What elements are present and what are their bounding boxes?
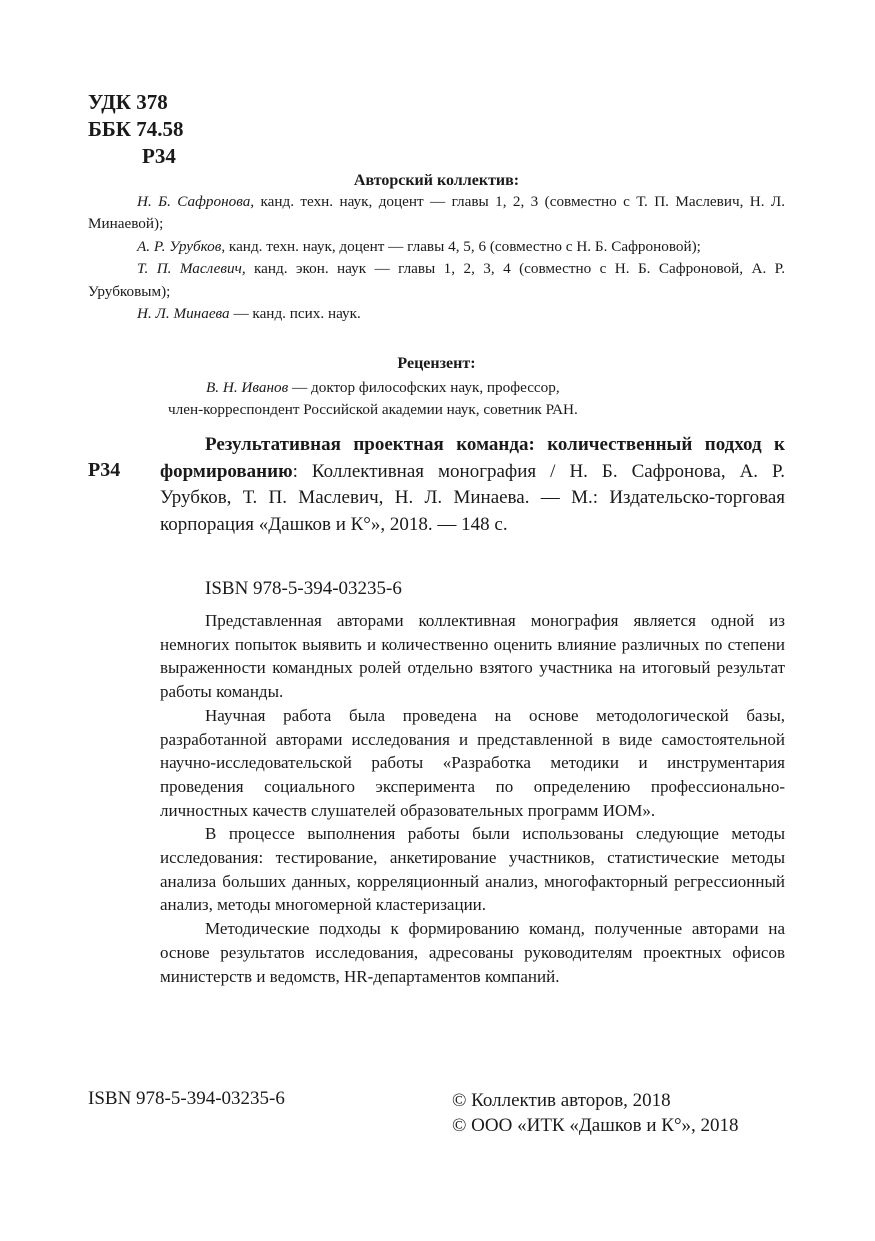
catalog-code: Р34	[88, 459, 121, 481]
author-sign: Р34	[142, 144, 176, 168]
reviewer-line	[88, 377, 785, 399]
abstract-paragraph: Представленная авторами коллективная монография является одной из немногих попыток выявить и количественно оценить влияние различных по степени выраженности командных ролей отдельно взятого участника на итоговый результат работы команды.	[160, 611, 785, 702]
author-name: А. Р. Урубков	[137, 237, 222, 255]
author-entry	[88, 303, 785, 325]
author-name: Н. Б. Сафронова,	[137, 193, 255, 210]
abstract-paragraph: Научная работа была проведена на основе методологической базы, разработанной авторами исследования и представленной в виде самостоятельной научно-исследовательской работы «Разработка методики и инструментария проведения социального эксперимента по определению профессионально-личностных качеств слушателей образовательных программ ИОМ».	[160, 705, 785, 820]
reviewer-block	[88, 377, 785, 422]
reviewer-title: — доктор философских наук, профессор,	[288, 379, 560, 396]
abstract-paragraph: Методические подходы к формированию команд, полученные авторами на основе результатов исследования, адресованы руководителям проектных офисов министерств и ведомств, HR-департаментов компаний.	[160, 919, 785, 986]
isbn-main: ISBN 978-5-394-03235-6	[205, 578, 402, 599]
author-role: , канд. техн. наук, доцент — главы 4, 5, 6 (совместно с Н. Б. Сафроновой);	[221, 237, 701, 255]
reviewer-affiliation: член-корреспондент Российской академии наук, советник РАН.	[168, 401, 578, 419]
copyright-authors: © Коллектив авторов, 2018	[452, 1090, 671, 1111]
reviewer-name: В. Н. Иванов	[206, 379, 289, 396]
footer-isbn: ISBN 978-5-394-03235-6	[88, 1088, 285, 1109]
reviewer-heading: Рецензент:	[397, 355, 476, 372]
bibliographic-description	[160, 432, 785, 538]
author-name: Н. Л. Минаева	[137, 305, 230, 323]
classification-codes	[88, 89, 184, 170]
book-details: : Коллективная монография / Н. Б. Сафронова, А. Р. Урубков, Т. П. Маслевич, Н. Л. Минаева. — М.: Издательско-торговая корпорация «Дашков и К°», 2018. — 148 с.	[160, 460, 785, 535]
author-entry	[88, 191, 785, 236]
bibliographic-record	[160, 432, 785, 538]
abstract-paragraph: В процессе выполнения работы были использованы следующие методы исследования: тестирование, анкетирование участников, статистические методы анализа больших данных, корреляционный анализ, многофакторный регрессионный анализ, методы многомерной кластеризации.	[160, 824, 785, 915]
author-role: — канд. псих. наук.	[229, 305, 361, 323]
authors-list	[88, 191, 785, 325]
copyright-publisher: © ООО «ИТК «Дашков и К°», 2018	[452, 1115, 739, 1136]
author-role: канд. техн. наук, доцент — главы 1, 2, 3 (совместно с Т. П. Маслевич, Н. Л. Минаевой);	[88, 193, 786, 233]
author-entry	[88, 236, 785, 258]
authors-heading: Авторский коллектив:	[353, 172, 520, 189]
abstract	[160, 609, 785, 988]
author-entry	[88, 258, 785, 303]
book-title: Результативная проектная команда: количественный подход к формированию	[160, 434, 785, 482]
udk-code: УДК 378	[88, 90, 168, 114]
bbk-code: ББК 74.58	[88, 117, 184, 141]
author-role: канд. экон. наук — главы 1, 2, 3, 4 (совместно с Н. Б. Сафроновой, А. Р. Урубковым);	[88, 260, 785, 300]
author-name: Т. П. Маслевич,	[137, 260, 246, 278]
copyright-block	[452, 1088, 739, 1138]
